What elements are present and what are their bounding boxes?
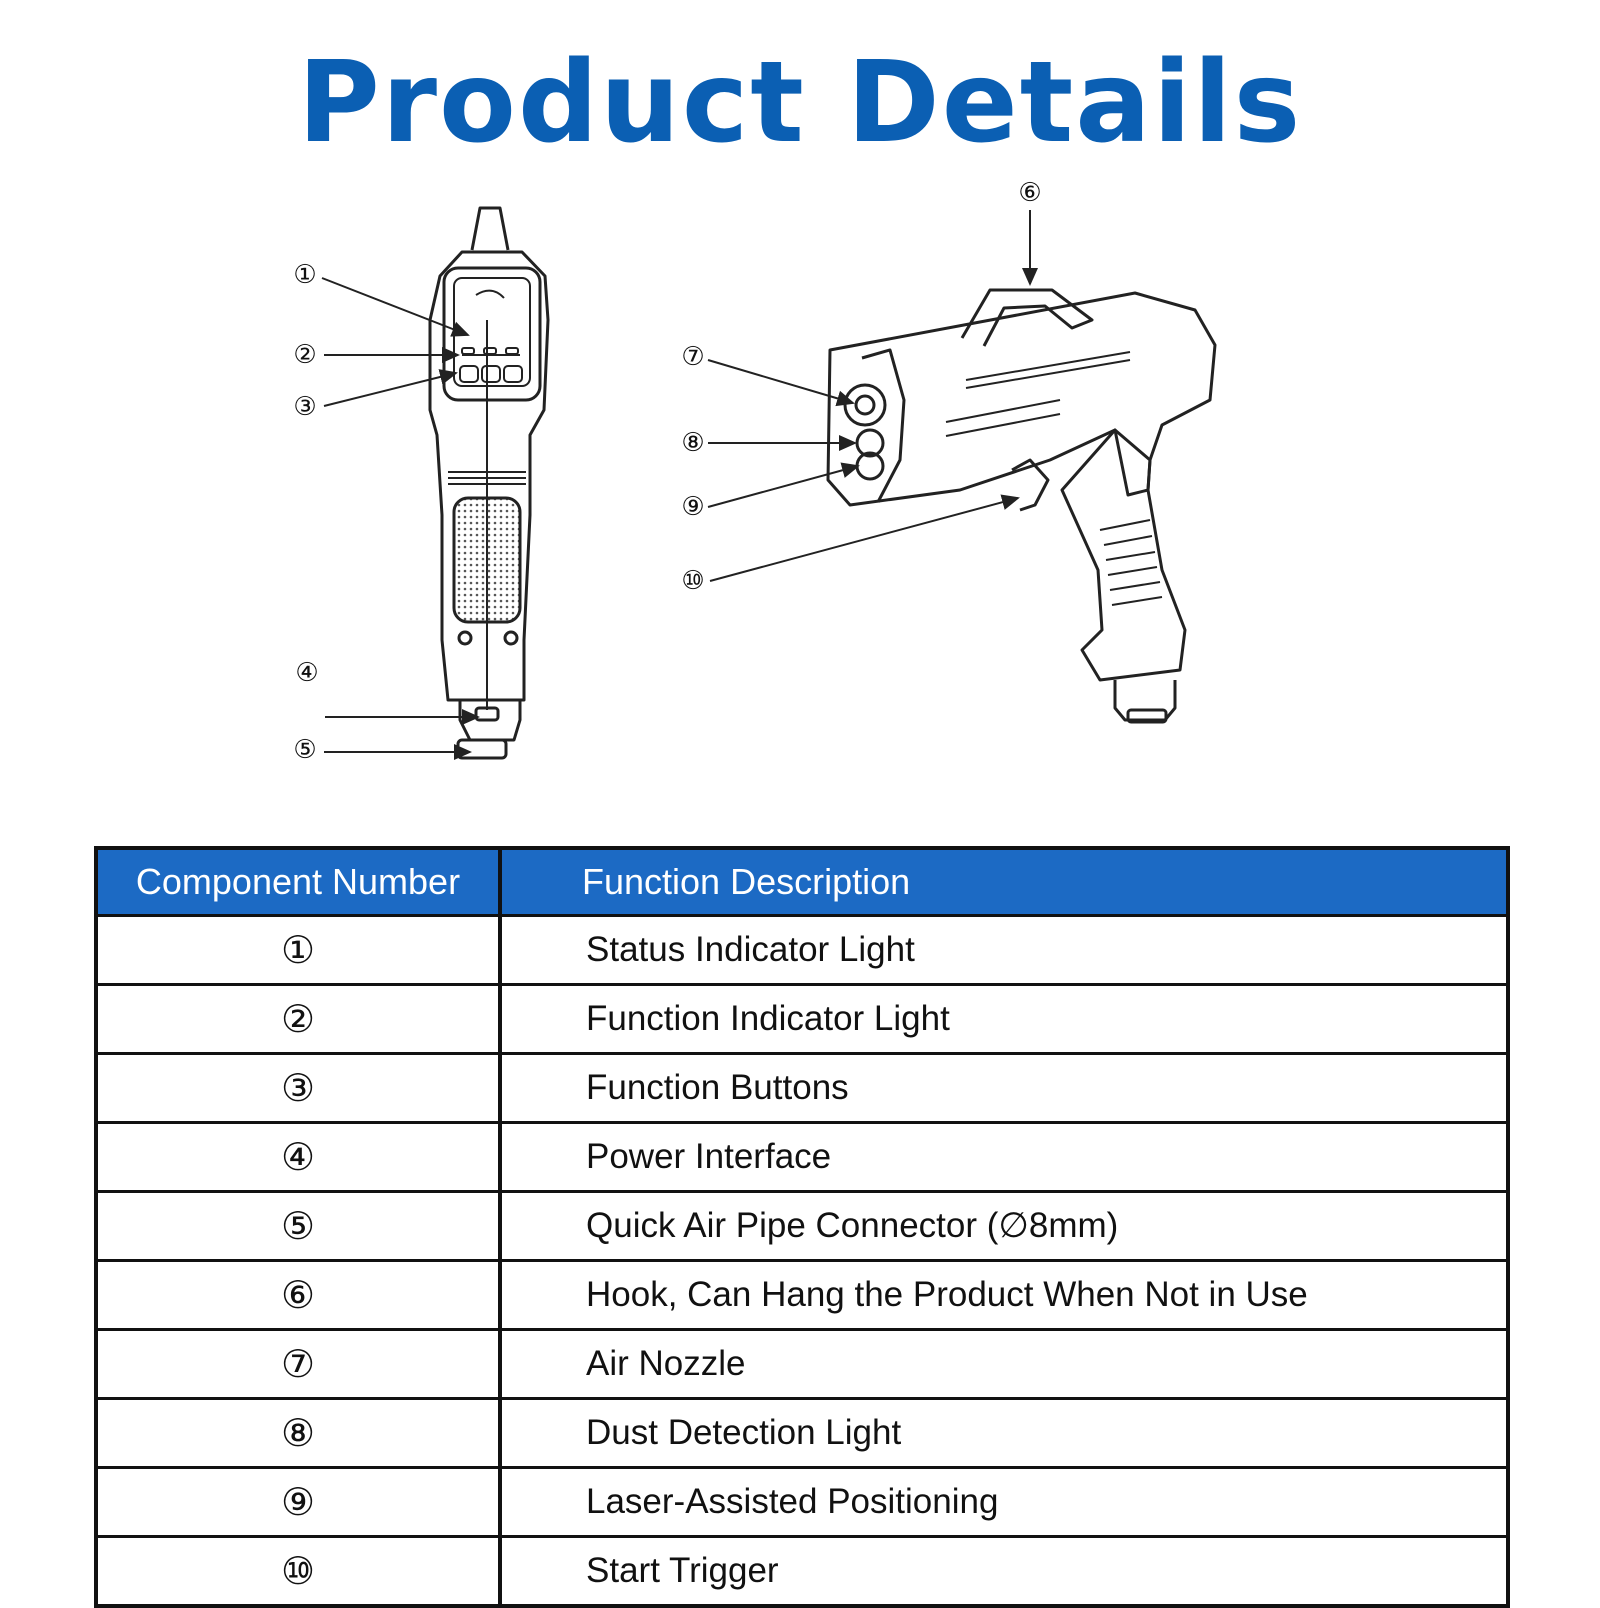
- leader-lines: [322, 210, 1030, 752]
- front-view-device: [430, 208, 548, 758]
- table-row: [96, 985, 1508, 1054]
- component-number: ③: [96, 1054, 500, 1123]
- table-header-row: [96, 848, 1508, 916]
- function-description: Dust Detection Light: [500, 1399, 1508, 1468]
- gun-view-device: [828, 290, 1215, 722]
- product-illustration: [0, 160, 1600, 800]
- component-number: ⑥: [96, 1261, 500, 1330]
- product-diagram: [0, 160, 1600, 800]
- function-description: Air Nozzle: [500, 1330, 1508, 1399]
- component-number: ⑧: [96, 1399, 500, 1468]
- callout-1: ①: [293, 260, 317, 290]
- callout-10: ⑩: [681, 566, 705, 596]
- function-description: Quick Air Pipe Connector (∅8mm): [500, 1192, 1508, 1261]
- header-component-number: Component Number: [96, 848, 500, 916]
- callout-3: ③: [293, 392, 317, 422]
- component-number: ⑩: [96, 1537, 500, 1607]
- component-number: ④: [96, 1123, 500, 1192]
- header-function-description: Function Description: [500, 848, 1508, 916]
- callout-5: ⑤: [293, 735, 317, 765]
- page-title: Product Details: [297, 38, 1303, 168]
- table-row: [96, 1330, 1508, 1399]
- function-description: Hook, Can Hang the Product When Not in Use: [500, 1261, 1508, 1330]
- callout-4: ④: [295, 658, 319, 688]
- callout-9: ⑨: [681, 492, 705, 522]
- function-description: Laser-Assisted Positioning: [500, 1468, 1508, 1537]
- table-row: [96, 1192, 1508, 1261]
- table-row: [96, 1054, 1508, 1123]
- table-row: [96, 916, 1508, 985]
- component-number: ①: [96, 916, 500, 985]
- function-description: Function Indicator Light: [500, 985, 1508, 1054]
- component-table: [94, 846, 1510, 1608]
- table-row: [96, 1261, 1508, 1330]
- callout-7: ⑦: [681, 342, 705, 372]
- table-row: [96, 1537, 1508, 1607]
- callout-2: ②: [293, 340, 317, 370]
- function-description: Function Buttons: [500, 1054, 1508, 1123]
- component-number: ⑨: [96, 1468, 500, 1537]
- table-row: [96, 1468, 1508, 1537]
- function-description: Power Interface: [500, 1123, 1508, 1192]
- function-description: Status Indicator Light: [500, 916, 1508, 985]
- component-number: ⑦: [96, 1330, 500, 1399]
- component-number: ⑤: [96, 1192, 500, 1261]
- component-number: ②: [96, 985, 500, 1054]
- table-row: [96, 1123, 1508, 1192]
- callout-8: ⑧: [681, 428, 705, 458]
- function-description: Start Trigger: [500, 1537, 1508, 1607]
- callout-6: ⑥: [1018, 178, 1042, 208]
- table-row: [96, 1399, 1508, 1468]
